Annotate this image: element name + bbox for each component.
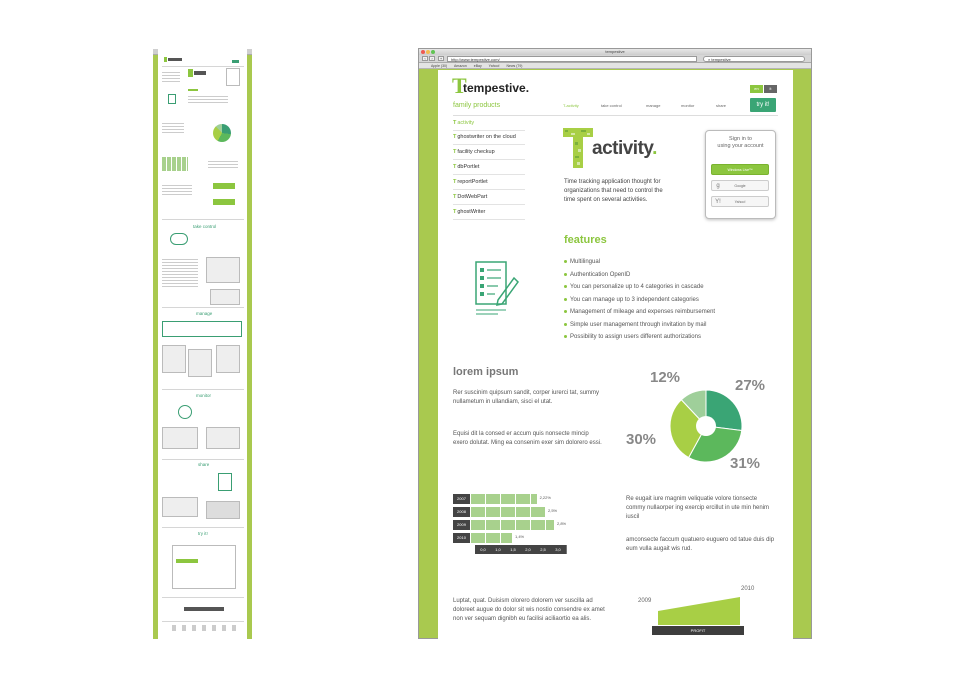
sidebar-item-label: ghostWriter [457,209,486,215]
sidebar-t: T [453,134,457,140]
feature-label: Authentication OpenID [570,272,631,278]
bullet-icon [564,335,567,338]
bar-axis-tick: 2,0 [520,545,537,554]
bar-segment [516,494,531,504]
bar-axis-tick: 0,0 [475,545,492,554]
browser-toolbar [419,55,811,63]
windows-live-label: Windows Live™ [727,168,753,172]
bar-year-label: 2008 [453,507,470,517]
profit-year-end: 2010 [741,586,755,592]
try-it-button[interactable]: try it! [750,98,776,112]
url-bar[interactable]: http://www.tempestive.com/ [447,56,697,62]
signin-title [706,136,775,150]
product-description: Time tracking application thought for organizations that need to control the time spent on several activities. [564,179,663,203]
sidebar-item-reportportlet[interactable] [453,176,525,190]
browser-window [418,48,812,639]
lang-en-button[interactable]: en [750,85,763,93]
google-signin-button[interactable] [711,180,769,191]
google-icon: g [716,183,720,189]
nav-t-activity[interactable]: T-activity [563,103,579,108]
lorem-title: lorem ipsum [453,366,519,378]
lorem-paragraph-4: amconsecte faccum quatuero euguero od tatue duis dip eum vulla augait wis rud. [626,537,775,552]
feature-item [564,284,704,290]
close-window-icon[interactable] [421,50,425,54]
product-name: activity [592,138,653,159]
feature-label: You can personalize up to 4 categories in cascade [570,284,704,290]
bar-axis-tick: 3,0 [550,545,567,554]
sidebar-item-dotwebpart[interactable] [453,191,525,205]
pie-label: 30% [626,431,657,448]
bar-segment [486,494,501,504]
sidebar-item-dbportlet[interactable] [453,161,525,175]
thumbnail-page: take control manage monitor share try it! [158,49,247,639]
sidebar-item-label: ghostwriter on the cloud [457,134,516,140]
bar-segment [486,507,501,517]
pie-label: 31% [730,455,761,472]
signin-title-line1: Sign in to [729,136,752,142]
forward-icon[interactable]: › [429,56,435,61]
bullet-icon [564,298,567,301]
feature-item [564,322,706,328]
bar-segment [501,520,516,530]
full-page-thumbnail [153,49,252,639]
sidebar-t: T [453,194,457,200]
bookmarks-bar [419,63,811,69]
pie-hole [696,416,716,436]
sidebar-item-label: dbPortlet [457,164,480,170]
bar-year-label: 2010 [453,533,470,543]
bar-segment [501,507,516,517]
pie-label: 12% [650,369,681,386]
yahoo-label: Yahoo! [734,200,746,204]
back-icon[interactable]: ‹ [422,56,428,61]
bullet-icon [564,273,567,276]
pie-label: 27% [735,377,766,394]
pie-chart [668,388,744,464]
bar-value-label: 1,4% [515,534,525,539]
sidebar-t: T [453,209,457,215]
logo-text: tempestive. [463,81,530,95]
bookmark[interactable]: Yahoo! [488,64,500,68]
nav-share[interactable]: share [716,103,727,108]
bar-value-label: 2,8% [557,521,567,526]
profit-area-chart [658,585,740,627]
sidebar-item-label: facility checkup [457,149,495,155]
nav-take-control[interactable]: take control [601,103,622,108]
bar-value-label: 2,22% [539,495,551,500]
bar-value-label: 2,5% [548,508,558,513]
bullet-icon [564,323,567,326]
yahoo-signin-button[interactable] [711,196,769,207]
bookmark[interactable]: News (79) [506,64,523,68]
feature-item [564,297,699,303]
windows-live-signin-button[interactable] [711,164,769,175]
sidebar-t: T [453,179,457,185]
features-title: features [564,234,607,246]
bar-axis-tick: 1,0 [490,545,507,554]
nav-monitor[interactable]: monitor [681,103,695,108]
search-value: tempestive [711,57,731,62]
feature-item [564,272,630,278]
bar-segment [501,494,516,504]
sidebar-item-label: DotWebPart [457,194,488,200]
sidebar-item-ghostwriter[interactable] [453,206,525,220]
bar-segment [486,533,501,543]
bar-axis-tick: 2,5 [535,545,552,554]
lang-it-button[interactable]: it [764,85,777,93]
feature-item [564,309,715,315]
bookmark[interactable]: Amazon [453,64,467,68]
bar-segment [531,507,546,517]
bar-year-label: 2009 [453,520,470,530]
sidebar-item-activity[interactable] [453,117,525,131]
bar-segment [516,520,531,530]
lorem-paragraph-5: Luptat, quat. Duisism olorero dolorem ver suscilla ad doloreet augue do dolor sit wis nostio consendre ex amet non ver sequam dignibh eu facilisi aciliaortio ea alis. [453,598,605,622]
bookmark[interactable]: Apple (30) [431,64,448,68]
google-label: Google [734,184,746,188]
sidebar-t: T [453,164,457,170]
bar-segment [486,520,501,530]
lorem-paragraph-1: Rer suscinim quipsum sandit, corper iurerci tat, summy nullametum in ullandiam, sisci el utat. [453,390,600,405]
zoom-window-icon[interactable] [431,50,435,54]
web-page [438,70,793,639]
bullet-icon [564,260,567,263]
bar-segment [516,507,531,517]
lorem-paragraph-3: Re eugait iure magnim veliquatie volore tionsecte commy nullaorper ing exercip ercillut in ute min henim iuscil [626,496,770,520]
bar-segment [471,494,486,504]
bullet-icon [564,285,567,288]
profit-year-start: 2009 [638,598,652,604]
profit-label: PROFIT [652,626,744,635]
header-divider [453,115,778,116]
bar-year-label: 2007 [453,494,470,504]
bookmark[interactable]: eBay [473,64,482,68]
bar-segment [471,507,486,517]
yahoo-icon: Y! [715,199,721,205]
sidebar-t: T [453,149,457,155]
feature-label: You can manage up to 3 independent categories [570,297,699,303]
signin-panel [705,130,776,219]
bar-segment [471,520,486,530]
bar-segment [546,520,555,530]
bar-segment [471,533,486,543]
sidebar-item-ghostwriter-cloud[interactable] [453,131,525,145]
product-title: activity. [592,138,657,159]
nav-manage[interactable]: manage [646,103,661,108]
sidebar-item-label: activity [457,120,475,126]
sidebar-t: T [453,120,457,126]
profit-area [658,597,740,625]
logo-mark: T [452,73,467,98]
bar-segment [501,533,513,543]
lorem-paragraph-2: Equisi dit la consed er accum quis nonsecte mincip exero dolutat. Ming ea consenim exer sim dolorero essi. [453,431,602,446]
add-tab-icon[interactable]: + [439,56,443,61]
feature-item [564,259,600,265]
bar-segment [531,520,546,530]
checklist-pencil-icon [468,260,524,326]
bar-axis-tick: 1,5 [505,545,522,554]
feature-item [564,334,701,340]
feature-label: Multilingual [570,259,601,265]
feature-label: Simple user management through invitation by mail [570,322,707,328]
sidebar-item-label: reportPortlet [457,179,488,185]
activity-t-logo-icon [563,128,593,168]
bullet-icon [564,310,567,313]
minimize-window-icon[interactable] [426,50,430,54]
search-field[interactable]: ⌕ tempestive [703,56,805,62]
bar-segment [531,494,538,504]
window-title: tempestive [605,49,625,54]
feature-label: Management of mileage and expenses reimbursement [570,309,716,315]
sidebar-item-facility-checkup[interactable] [453,146,525,160]
signin-title-line2: using your account [717,143,764,149]
feature-label: Possibility to assign users different authorizations [570,334,701,340]
family-products-label: family products [453,102,501,109]
